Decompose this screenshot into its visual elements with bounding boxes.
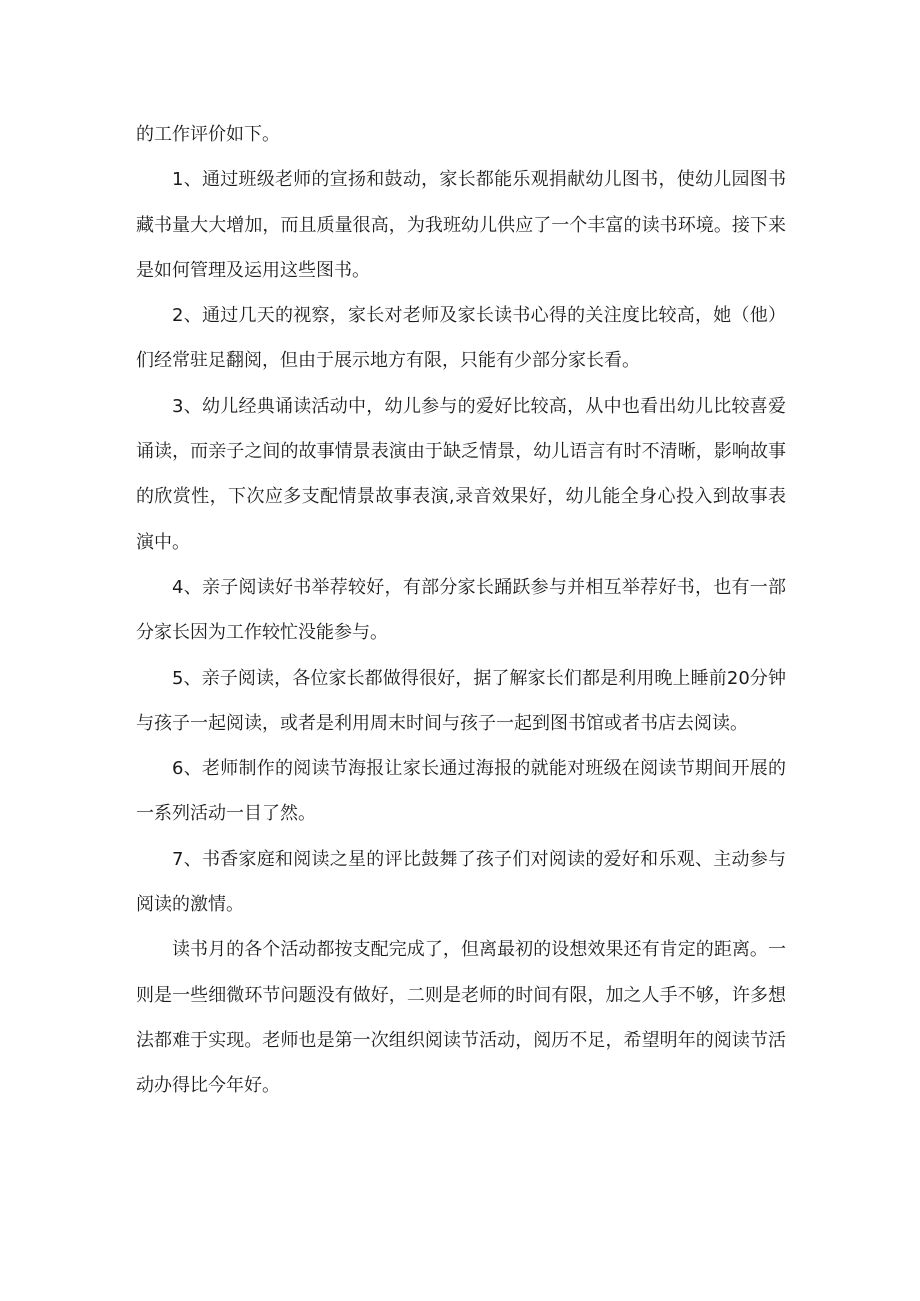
paragraph-item-5: 5、亲子阅读，各位家长都做得很好，据了解家长们都是利用晚上睡前20分钟与孩子一起阅读，或者是利用周末时间与孩子一起到图书馆或者书店去阅读。 bbox=[136, 667, 786, 734]
paragraph-item-2: 2、通过几天的视察，家长对老师及家长读书心得的关注度比较高，她（他）们经常驻足翻阅，但由于展示地方有限，只能有少部分家长看。 bbox=[136, 305, 786, 372]
document-body bbox=[136, 112, 786, 1109]
paragraph-item-3: 3、幼儿经典诵读活动中，幼儿参与的爱好比较高，从中也看出幼儿比较喜爱诵读，而亲子之间的故事情景表演由于缺乏情景，幼儿语言有时不清晰，影响故事的欣赏性，下次应多支配情景故事表演,录音效果好，幼儿能全身心投入到故事表演中。 bbox=[136, 395, 786, 553]
paragraph-intro-continuation: 的工作评价如下。 bbox=[136, 124, 280, 145]
paragraph-item-1: 1、通过班级老师的宣扬和鼓动，家长都能乐观捐献幼儿图书，使幼儿园图书藏书量大大增加，而且质量很高，为我班幼儿供应了一个丰富的读书环境。接下来是如何管理及运用这些图书。 bbox=[136, 169, 786, 281]
paragraph-item-6: 6、老师制作的阅读节海报让家长通过海报的就能对班级在阅读节期间开展的一系列活动一目了然。 bbox=[136, 758, 786, 825]
paragraph-item-4: 4、亲子阅读好书举荐较好，有部分家长踊跃参与并相互举荐好书，也有一部分家长因为工作较忙没能参与。 bbox=[136, 576, 786, 644]
paragraph-conclusion: 读书月的各个活动都按支配完成了，但离最初的设想效果还有肯定的距离。一则是一些细微环节问题没有做好，二则是老师的时间有限，加之人手不够，许多想法都难于实现。老师也是第一次组织阅读节活动，阅历不足，希望明年的阅读节活动办得比今年好。 bbox=[136, 939, 786, 1097]
paragraph-item-7: 7、书香家庭和阅读之星的评比鼓舞了孩子们对阅读的爱好和乐观、主动参与阅读的激情。 bbox=[136, 848, 786, 916]
